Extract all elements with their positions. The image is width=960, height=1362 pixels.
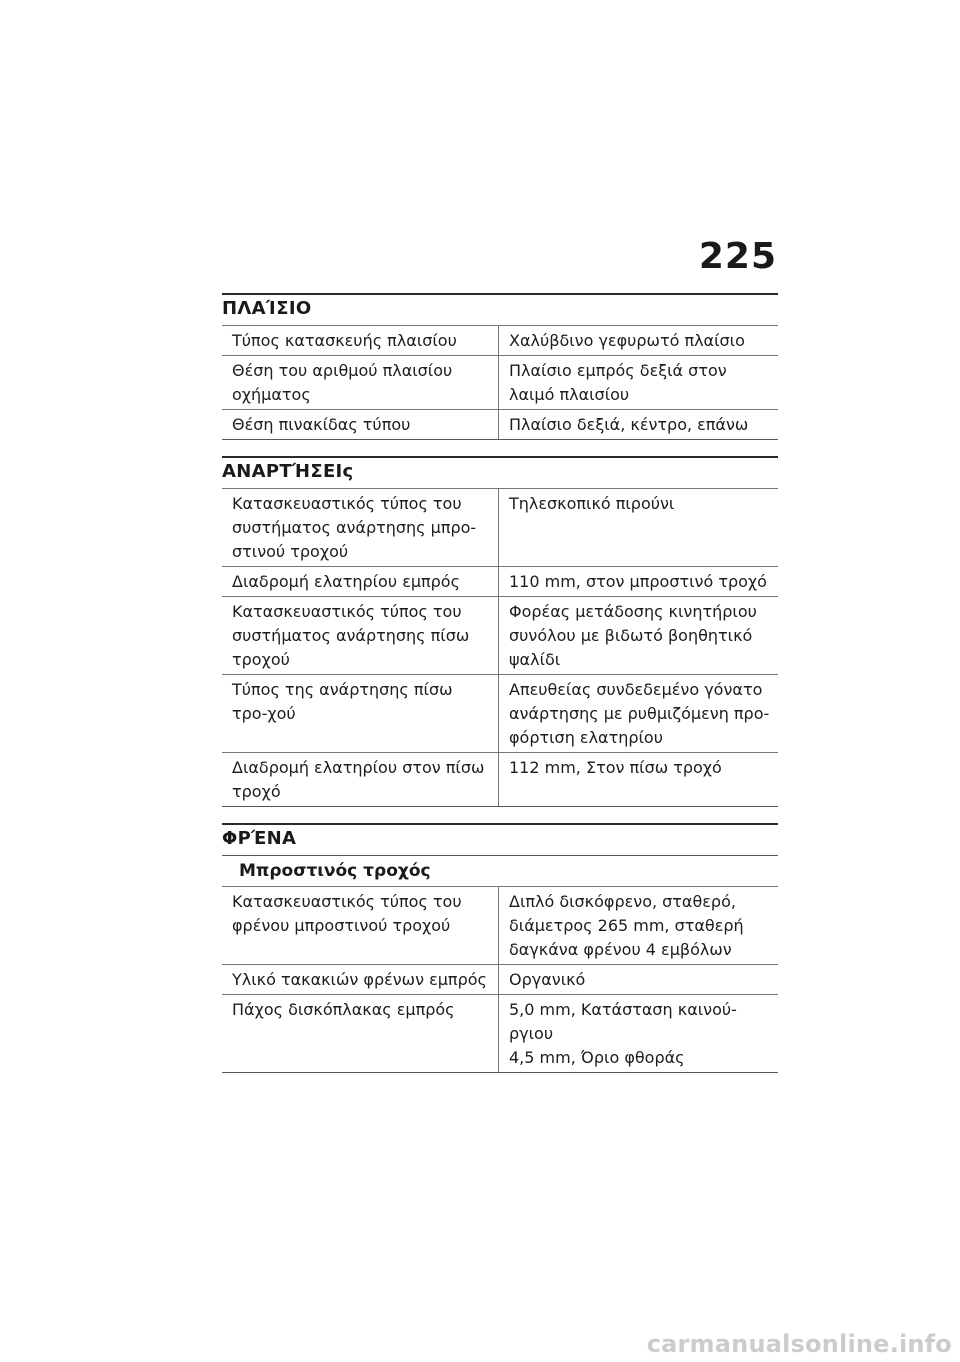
spec-value [499, 887, 779, 965]
spec-key: Κατασκευαστικός τύπος του συστήματος ανάρτησης πίσω τροχού [222, 597, 499, 675]
spec-key: Θέση πινακίδας τύπου [222, 410, 499, 440]
table-row [222, 597, 778, 675]
spec-value-line: Φορέας μετάδοσης κινητήριου συνόλου με βιδωτό βοηθητικό ψαλίδι [509, 602, 757, 669]
spec-value-line: Διπλό δισκόφρενο, σταθερό, διάμετρος 265 mm, σταθερή δαγκάνα φρένου 4 εμβόλων [509, 892, 744, 959]
spec-value [499, 995, 779, 1073]
spec-content [222, 293, 778, 1089]
spec-value-line: Χαλύβδινο γεφυρωτό πλαίσιο [509, 331, 745, 350]
spec-value-line: Πλαίσιο εμπρός δεξιά στον λαιμό πλαισίου [509, 361, 727, 404]
spec-key: Τύπος κατασκευής πλαισίου [222, 326, 499, 356]
subheading: Μπροστινός τροχός [222, 855, 778, 886]
section-frame [222, 293, 778, 440]
spec-value-line: 112 mm, Στον πίσω τροχό [509, 758, 722, 777]
page-number: 225 [698, 236, 777, 277]
spec-value-line: Πλαίσιο δεξιά, κέντρο, επάνω [509, 415, 749, 434]
spec-value [499, 410, 779, 440]
table-row [222, 965, 778, 995]
table-row [222, 675, 778, 753]
spec-value [499, 965, 779, 995]
spec-value [499, 489, 779, 567]
section-suspension [222, 456, 778, 807]
table-row [222, 356, 778, 410]
spec-key: Θέση του αριθμού πλαισίου οχήματος [222, 356, 499, 410]
spec-value [499, 356, 779, 410]
spec-value [499, 675, 779, 753]
spec-value [499, 753, 779, 807]
spec-table [222, 488, 778, 807]
spec-table [222, 886, 778, 1073]
spec-key: Κατασκευαστικός τύπος του συστήματος ανάρτησης μπρο-στινού τροχού [222, 489, 499, 567]
table-row [222, 887, 778, 965]
spec-value-line: Οργανικό [509, 970, 586, 989]
table-row [222, 326, 778, 356]
section-title: ΠΛΑΊΣΙΟ [222, 293, 778, 325]
spec-value-line: 4,5 mm, Όριο φθοράς [509, 1048, 685, 1067]
spec-value [499, 597, 779, 675]
spec-value-line: Τηλεσκοπικό πιρούνι [509, 494, 675, 513]
table-row [222, 489, 778, 567]
table-row [222, 995, 778, 1073]
spec-value [499, 326, 779, 356]
table-row [222, 567, 778, 597]
spec-key: Διαδρομή ελατηρίου στον πίσω τροχό [222, 753, 499, 807]
spec-value [499, 567, 779, 597]
table-row [222, 410, 778, 440]
spec-key: Πάχος δισκόπλακας εμπρός [222, 995, 499, 1073]
spec-value-line: 110 mm, στον μπροστινό τροχό [509, 572, 767, 591]
spec-table [222, 325, 778, 440]
spec-value-line: 5,0 mm, Κατάσταση καινού-ργιου [509, 1000, 737, 1043]
section-title: ΦΡΈΝΑ [222, 823, 778, 855]
spec-value-line: Απευθείας συνδεδεμένο γόνατο ανάρτησης με ρυθμιζόμενη προ-φόρτιση ελατηρίου [509, 680, 770, 747]
spec-key: Υλικό τακακιών φρένων εμπρός [222, 965, 499, 995]
section-title: ΑΝΑΡΤΉΣΕΙς [222, 456, 778, 488]
watermark-logo: carmanualsonline.info [646, 1330, 952, 1358]
table-row [222, 753, 778, 807]
spec-key: Κατασκευαστικός τύπος του φρένου μπροστινού τροχού [222, 887, 499, 965]
section-brakes [222, 823, 778, 1073]
spec-key: Τύπος της ανάρτησης πίσω τρο-χού [222, 675, 499, 753]
spec-key: Διαδρομή ελατηρίου εμπρός [222, 567, 499, 597]
